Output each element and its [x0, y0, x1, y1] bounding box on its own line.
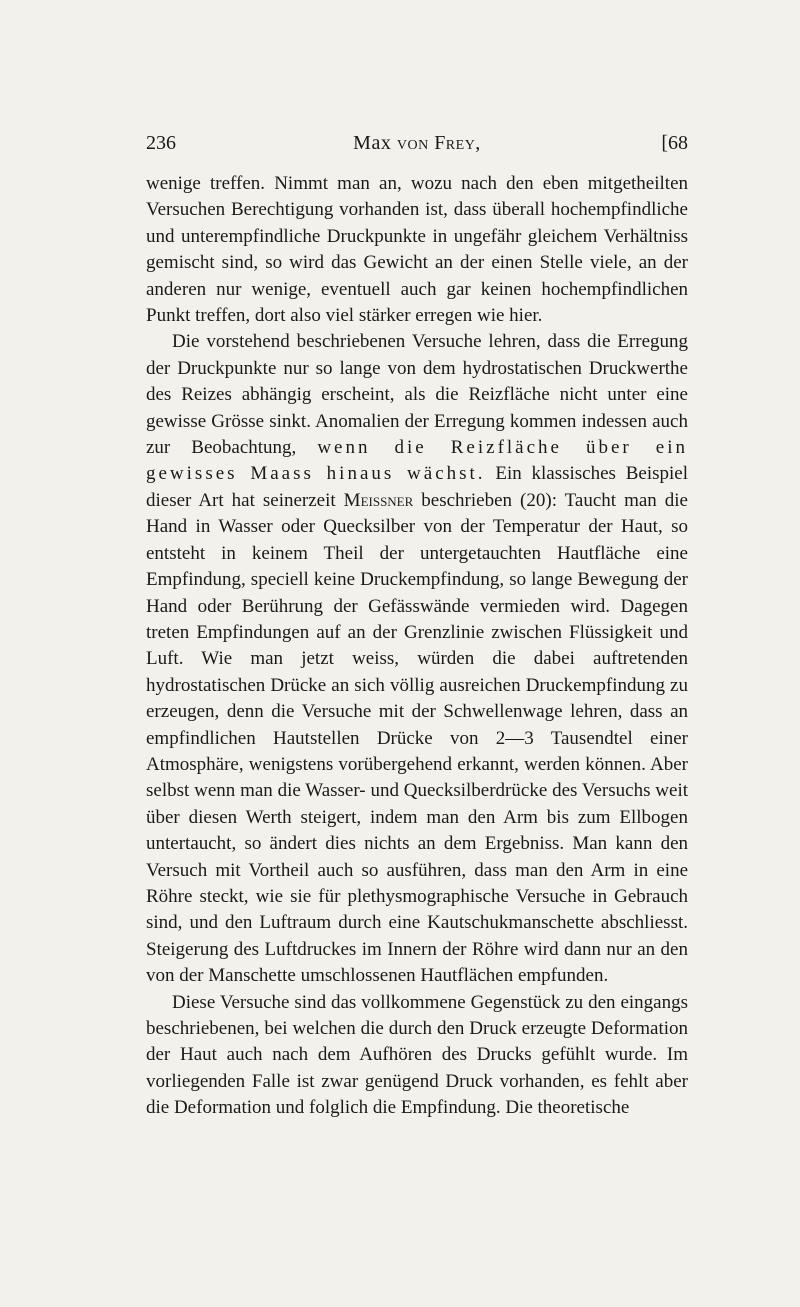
- author-first-name: Max: [353, 132, 392, 154]
- emphasized-phrase: wenn die Reizfläche über ein gewisses Maass hinaus wächst.: [146, 437, 689, 485]
- author-name-meissner: Meissner: [343, 489, 414, 511]
- page-header: [146, 132, 688, 162]
- section-mark: [68: [661, 132, 688, 154]
- author-von: von: [396, 132, 429, 154]
- paragraph-2: [146, 329, 688, 989]
- paragraph-2-part-2: Ein klassisches Beispiel dieser Art hat seinerzeit: [146, 463, 688, 511]
- author-last-name: Frey,: [434, 132, 481, 154]
- page-number: 236: [146, 132, 176, 154]
- paragraph-2-part-3: beschrieben (20): Taucht man die Hand in Wasser oder Quecksilber von der Temperatur der Haut, so entsteht in keinem Theil der untergetauchten Hautfläche eine Empfindung, speciell keine Druckempfindung, so lange Bewegung der Hand oder Berührung der Gefässwände vermieden wird. Dagegen treten Empfindungen auf an der Grenzlinie zwischen Flüssigkeit und Luft. Wie man jetzt weiss, würden die dabei auftretenden hydrostatischen Drücke an sich völlig ausreichen Druckempfindung zu erzeugen, denn die Versuche mit der Schwellenwage lehren, dass an empfindlichen Hautstellen Drücke von 2—3 Tausendtel einer Atmosphäre, wenigstens vorübergehend erkannt, werden können. Aber selbst wenn man die Wasser- und Quecksilberdrücke des Versuchs weit über diesen Werth steigert, indem man den Arm bis zum Ellbogen untertaucht, so ändert dies nichts an dem Ergebniss. Man kann den Versuch mit Vortheil auch so ausführen, dass man den Arm in eine Röhre steckt, wie sie für plethysmographische Versuche in Gebrauch sind, und den Luftraum durch eine Kautschukmanschette abschliesst. Steigerung des Luftdruckes im Innern der Röhre wird dann nur an den von der Manschette umschlossenen Hautflächen empfunden.: [146, 489, 688, 987]
- body-text: [146, 171, 688, 1122]
- paragraph-1: wenige treffen. Nimmt man an, wozu nach den eben mitgetheilten Versuchen Berechtigung vorhanden ist, dass überall hochempfindliche und unterempfindliche Druckpunkte in ungefähr gleichem Verhältniss gemischt sind, so wird das Gewicht an der einen Stelle viele, an der anderen nur wenige, eventuell auch gar keinen hochempfindlichen Punkt treffen, dort also viel stärker erregen wie hier.: [146, 173, 688, 327]
- running-head: [146, 132, 688, 155]
- paragraph-2-part-1: Die vorstehend beschriebenen Versuche lehren, dass die Erregung der Druckpunkte nur so lange von dem hydrostatischen Druckwerthe des Reizes abhängig erscheint, als die Reizfläche nicht unter eine gewisse Grösse sinkt. Anomalien der Erregung kommen indessen auch zur Beobachtung,: [146, 331, 688, 459]
- paragraph-3: Diese Versuche sind das vollkommene Gegenstück zu den eingangs beschriebenen, bei welchen die durch den Druck erzeugte Deformation der Haut auch nach dem Aufhören des Drucks gefühlt wurde. Im vorliegenden Falle ist zwar genügend Druck vorhanden, es fehlt aber die Deformation und folglich die Empfindung. Die theoretische: [146, 991, 688, 1119]
